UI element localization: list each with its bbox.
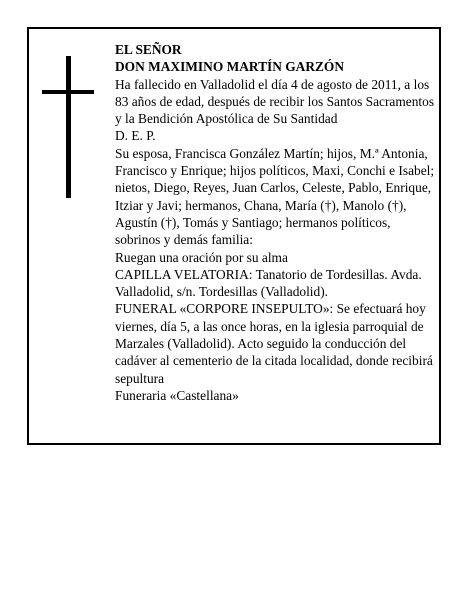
chapel-paragraph: CAPILLA VELATORIA: Tanatorio de Tordesillas. Avda. Valladolid, s/n. Tordesillas (Valladolid). — [115, 266, 422, 300]
cross-vertical-bar — [66, 56, 71, 198]
deceased-name: DON MAXIMINO MARTÍN GARZÓN — [115, 59, 345, 75]
prayer-line: Ruegan una oración por su alma — [115, 249, 288, 265]
header-title: EL SEÑOR — [115, 42, 182, 57]
cross-horizontal-bar — [42, 90, 94, 94]
cross-icon — [42, 56, 94, 198]
rip-line: D. E. P. — [115, 128, 156, 144]
family-paragraph: Su esposa, Francisca González Martín; hijos, M.ª Antonia, Francisco y Enrique; hijos políticos, Maxi, Conchi e Isabel; nietos, Diego, Reyes, Juan Carlos, Celeste, Pablo, Enrique, Itziar y Javi; hermanos, Chana, María (†), Manolo (†), Agustín (†), Tomás y Santiago; hermanos políticos, sobrinos y demás familia: — [115, 145, 435, 248]
funeral-home-line: Funeraria «Castellana» — [115, 387, 239, 403]
notice-text — [115, 41, 435, 404]
announcement-paragraph: Ha fallecido en Valladolid el día 4 de agosto de 2011, a los 83 años de edad, después de recibir los Santos Sacramentos y la Bendición Apostólica de Su Santidad — [115, 76, 435, 127]
obituary-notice — [27, 27, 441, 445]
funeral-paragraph: FUNERAL «CORPORE INSEPULTO»: Se efectuará hoy viernes, día 5, a las once horas, en la iglesia parroquial de Marzales (Valladolid). Acto seguido la conducción del cadáver al cementerio de la citada localidad, donde recibirá sepultura — [115, 301, 433, 386]
